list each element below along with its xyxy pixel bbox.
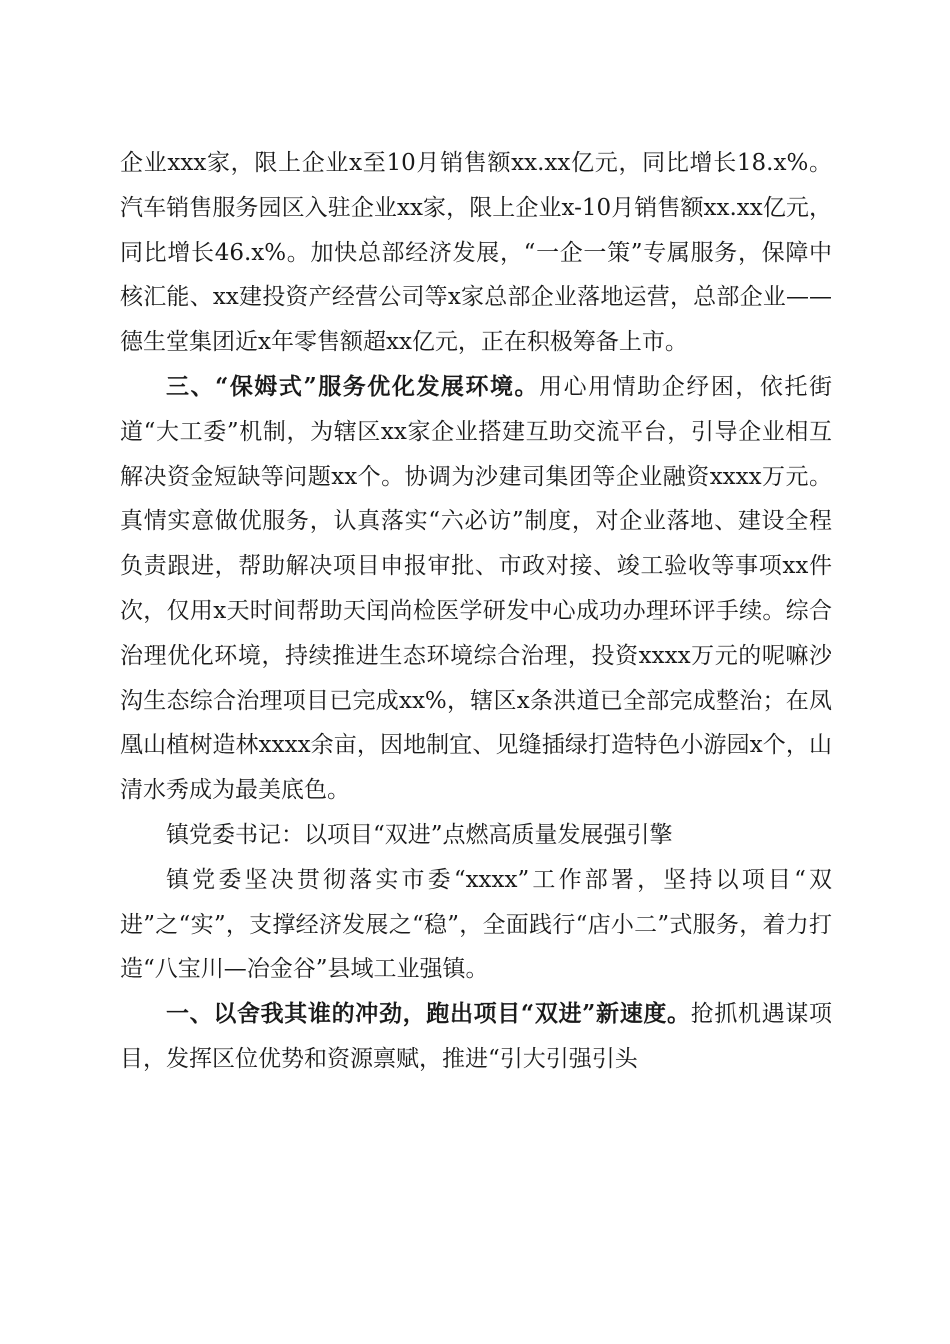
paragraph-text: 抢抓机遇谋项目，发挥区位优势和资源禀赋，推进“引大引强引头	[120, 1001, 832, 1072]
article-title-town-secretary	[120, 813, 832, 858]
document-body	[120, 141, 832, 1082]
paragraph-town-intro	[120, 858, 832, 992]
paragraph-text: 镇党委坚决贯彻落实市委“xxxx”工作部署，坚持以项目“双进”之“实”，支撑经济发展之“稳”，全面践行“店小二”式服务，着力打造“八宝川—冶金谷”县域工业强镇。	[120, 866, 832, 983]
paragraph-project-speed	[120, 992, 832, 1082]
section-heading-one: 一、以舍我其谁的冲劲，跑出项目“双进”新速度。	[166, 1000, 691, 1028]
section-heading-three: 三、“保姆式”服务优化发展环境。	[166, 372, 540, 400]
paragraph-nanny-service	[120, 365, 832, 813]
paragraph-text: 镇党委书记：以项目“双进”点燃高质量发展强引擎	[166, 821, 673, 848]
paragraph-text: 企业xxx家，限上企业x至10月销售额xx.xx亿元，同比增长18.x%。汽车销售服务园区入驻企业xx家，限上企业x-10月销售额xx.xx亿元，同比增长46.x%。加快总部经济发展，“一企一策”专属服务，保障中核汇能、xx建投资产经营公司等x家总部企业落地运营，总部企业——德生堂集团近x年零售额超xx亿元，正在积极筹备上市。	[120, 150, 832, 356]
paragraph-enterprise-sales	[120, 141, 832, 365]
paragraph-text: 用心用情助企纾困，依托街道“大工委”机制，为辖区xx家企业搭建互助交流平台，引导企业相互解决资金短缺等问题xx个。协调为沙建司集团等企业融资xxxx万元。真情实意做优服务，认真落实“六必访”制度，对企业落地、建设全程负责跟进，帮助解决项目申报审批、市政对接、竣工验收等事项xx件次，仅用x天时间帮助天闰尚检医学研发中心成功办理环评手续。综合治理优化环境，持续推进生态环境综合治理，投资xxxx万元的呢嘛沙沟生态综合治理项目已完成xx%，辖区x条洪道已全部完成整治；在凤凰山植树造林xxxx余亩，因地制宜、见缝插绿打造特色小游园x个，山清水秀成为最美底色。	[120, 373, 832, 804]
